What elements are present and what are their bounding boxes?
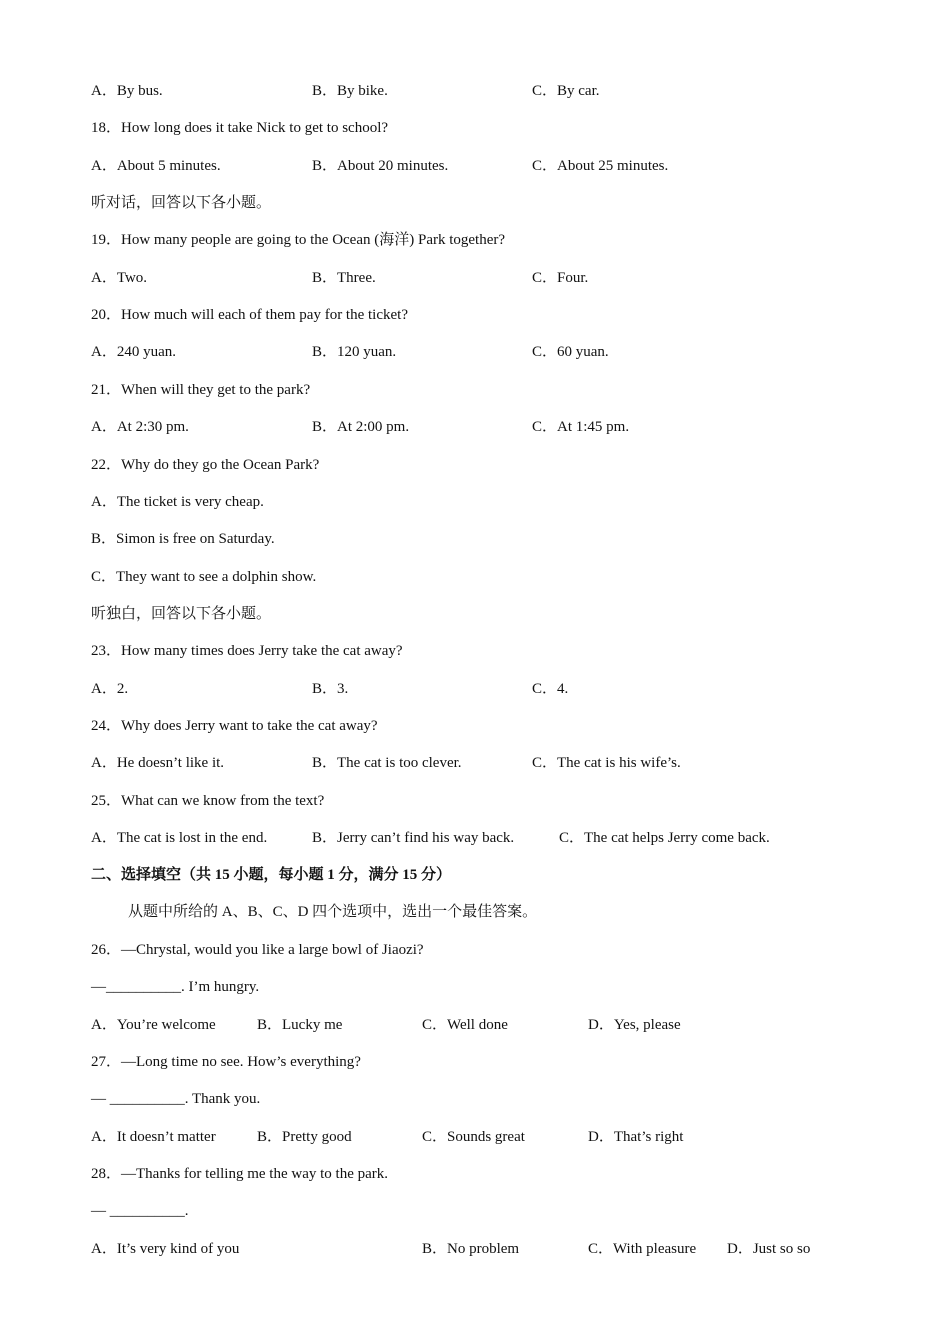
option-c: C．Well done [422, 1017, 508, 1033]
option-b: B．No problem [422, 1241, 520, 1257]
question-25: 25．What can we know from the text? [91, 793, 325, 809]
option-a: A．By bus. [91, 83, 163, 99]
option-a: A．He doesn’t like it. [91, 755, 225, 771]
option-b: B．Three. [312, 270, 376, 286]
option-c: C．By car. [532, 83, 600, 99]
question-21: 21．When will they get to the park? [91, 382, 311, 398]
question-18: 18．How long does it take Nick to get to school? [91, 120, 389, 136]
question-28: 28．—Thanks for telling me the way to the park. [91, 1166, 389, 1182]
option-a: A．It’s very kind of you [91, 1241, 240, 1257]
section-instruction: 从题中所给的 A、B、C、D 四个选项中，选出一个最佳答案。 [128, 904, 538, 920]
option-a: A．About 5 minutes. [91, 158, 221, 174]
option-a: A．It doesn’t matter [91, 1129, 216, 1145]
option-b: B．Lucky me [257, 1017, 343, 1033]
question-27-response: — __________. Thank you. [91, 1091, 261, 1107]
option-a: A．You’re welcome [91, 1017, 216, 1033]
option-c: C．With pleasure [588, 1241, 697, 1257]
option-c: C．60 yuan. [532, 344, 609, 360]
question-19: 19．How many people are going to the Ocean (海洋) Park together? [91, 232, 506, 248]
option-c: C．Four. [532, 270, 589, 286]
option-d: D．Just so so [727, 1241, 811, 1257]
option-b: B．Pretty good [257, 1129, 352, 1145]
option-c: C．At 1:45 pm. [532, 419, 630, 435]
option-b: B．By bike. [312, 83, 388, 99]
dialogue-instruction: 听对话，回答以下各小题。 [91, 195, 272, 211]
question-26: 26．—Chrystal, would you like a large bowl of Jiaozi? [91, 942, 424, 958]
option-a: A．240 yuan. [91, 344, 176, 360]
question-23: 23．How many times does Jerry take the cat away? [91, 643, 403, 659]
option-b: B．The cat is too clever. [312, 755, 462, 771]
option-b: B．Simon is free on Saturday. [91, 531, 275, 547]
option-a: A．2. [91, 681, 129, 697]
question-22: 22．Why do they go the Ocean Park? [91, 457, 320, 473]
option-c: C．The cat helps Jerry come back. [559, 830, 770, 846]
option-c: C．The cat is his wife’s. [532, 755, 681, 771]
option-c: C．Sounds great [422, 1129, 525, 1145]
question-27: 27．—Long time no see. How’s everything? [91, 1054, 361, 1070]
option-a: A．The cat is lost in the end. [91, 830, 268, 846]
option-a: A．At 2:30 pm. [91, 419, 189, 435]
option-b: B．About 20 minutes. [312, 158, 449, 174]
option-d: D．That’s right [588, 1129, 684, 1145]
option-b: B．120 yuan. [312, 344, 397, 360]
option-b: B．3. [312, 681, 349, 697]
option-a: A．Two. [91, 270, 148, 286]
option-d: D．Yes, please [588, 1017, 681, 1033]
question-24: 24．Why does Jerry want to take the cat away? [91, 718, 378, 734]
option-c: C．About 25 minutes. [532, 158, 669, 174]
option-c: C．4. [532, 681, 569, 697]
question-26-response: —__________. I’m hungry. [91, 979, 260, 995]
question-28-response: — __________. [91, 1203, 189, 1219]
question-20: 20．How much will each of them pay for the ticket? [91, 307, 408, 323]
option-b: B．Jerry can’t find his way back. [312, 830, 515, 846]
section-heading: 二、选择填空（共 15 小题，每小题 1 分，满分 15 分） [91, 867, 452, 883]
option-a: A．The ticket is very cheap. [91, 494, 264, 510]
option-c: C．They want to see a dolphin show. [91, 569, 317, 585]
option-b: B．At 2:00 pm. [312, 419, 410, 435]
monologue-instruction: 听独白，回答以下各小题。 [91, 606, 272, 622]
